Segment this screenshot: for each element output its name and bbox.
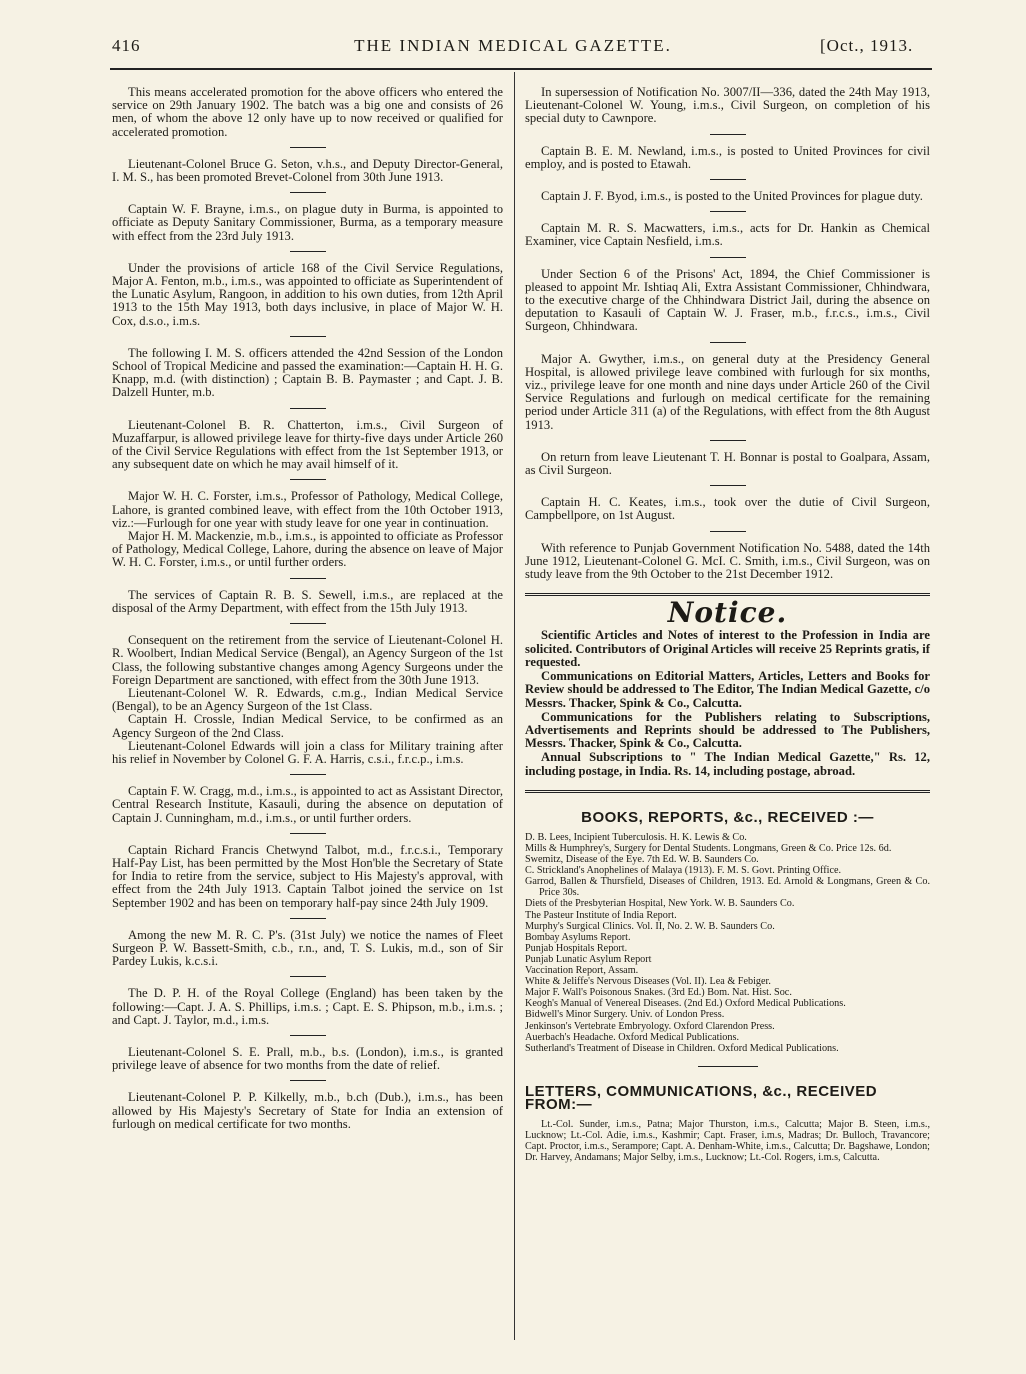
book-item: Swemitz, Disease of the Eye. 7th Ed. W. B. Saunders Co. [525, 854, 759, 866]
book-item: Murphy's Surgical Clinics. Vol. II, No. 2. W. B. Saunders Co. [525, 920, 775, 932]
paragraph: Major H. M. Mackenzie, m.b., i.m.s., is appointed to officiate as Professor of Pathology, Medical College, Lahore, during the absence on leave of Major W. H. C. Forster, i.m.s., or until further orders. [112, 529, 503, 570]
left-notice [112, 929, 503, 969]
right-column [525, 86, 930, 1164]
right-notice [525, 145, 930, 171]
books-list [525, 832, 930, 1054]
paragraph: Captain J. F. Byod, i.m.s., is posted to the United Provinces for plague duty. [541, 189, 923, 204]
paragraph-separator [290, 578, 326, 579]
right-notice [525, 353, 930, 432]
paragraph-separator [710, 134, 746, 135]
paragraph: This means accelerated promotion for the above officers who entered the service on 29th January 1902. The batch was a big one and consists of 26 men, of whom the above 12 only have up to now received or qualified for accelerated promotion. [112, 85, 503, 139]
paragraph: Captain M. R. S. Macwatters, i.m.s., acts for Dr. Hankin as Chemical Examiner, vice Captain Nesfield, i.m.s. [525, 221, 930, 249]
book-item: The Pasteur Institute of India Report. [525, 909, 677, 921]
notice-paragraph: Annual Subscriptions to " The Indian Medical Gazette," Rs. 12, including postage, in India. Rs. 14, including postage, abroad. [525, 750, 930, 778]
left-notice [112, 634, 503, 766]
paragraph-separator [290, 1035, 326, 1036]
book-item: Jenkinson's Vertebrate Embryology. Oxford Clarendon Press. [525, 1020, 775, 1032]
paragraph-separator [710, 211, 746, 212]
paragraph: Captain H. Crossle, Indian Medical Service, to be confirmed as an Agency Surgeon of the 2nd Class. [112, 712, 503, 740]
paragraph-separator [710, 531, 746, 532]
paragraph: The services of Captain R. B. S. Sewell, i.m.s., are replaced at the disposal of the Army Department, with effect from the 15th July 1913. [112, 587, 503, 615]
paragraph: Under the provisions of article 168 of the Civil Service Regulations, Major A. Fenton, m.b., i.m.s., was appointed to officiate as Superintendent of the Lunatic Asylum, Rangoon, in addition to his own duties, from 12th April 1913 to the 15th May 1913, both days inclusive, in place of Major W. H. Cox, d.s.o., i.m.s. [112, 260, 503, 328]
left-notice [112, 844, 503, 910]
paragraph: Major A. Gwyther, i.m.s., on general duty at the Presidency General Hospital, is allowed privilege leave combined with furlough for six months, viz., privilege leave for one month and nine days under Article 260 of the Civil Service Regulations and furlough on medical certificate for the remaining period under Article 311 (a) of the Regulations, with effect from the 8th August 1913. [525, 351, 930, 432]
right-notice [525, 268, 930, 334]
right-notice [525, 86, 930, 126]
notice-title: Notice. [667, 596, 788, 630]
right-notice [525, 542, 930, 582]
letters-title: LETTERS, COMMUNICATIONS, &c., RECEIVED FROM:— [525, 1082, 878, 1113]
book-item: Garrod, Ballen & Thursfield, Diseases of Children, 1913. Ed. Arnold & Longmans, Green & Co. Price 30s. [525, 876, 930, 899]
left-notice [112, 1091, 503, 1131]
header-rule [110, 68, 932, 70]
notice-paragraph: Scientific Articles and Notes of interest to the Profession in India are solicited. Contributors of Original Articles will receive 25 Reprints gratis, if requested. [525, 628, 930, 669]
paragraph: Under Section 6 of the Prisons' Act, 1894, the Chief Commissioner is pleased to appoint Mr. Ishtiaq Ali, Extra Assistant Commissioner, Chhindwara, to the executive charge of the Chhindwara District Jail, during the absence on deputation to Kasauli of Captain W. J. Fraser, m.b., f.r.c.s., i.m.s., Civil Surgeon, Chhindwara. [525, 266, 930, 334]
notice-paragraphs [525, 629, 930, 777]
paragraph: Lieutenant-Colonel Edwards will join a class for Military training after his relief in November by Colonel G. F. A. Harris, c.s.i., f.r.c.p., i.m.s. [112, 738, 503, 766]
book-item: Punjab Hospitals Report. [525, 942, 628, 954]
paragraph-separator [290, 147, 326, 148]
book-item: Punjab Lunatic Asylum Report [525, 953, 652, 965]
book-item: White & Jeliffe's Nervous Diseases (Vol. II). Lea & Febiger. [525, 976, 771, 988]
book-item: Bombay Asylums Report. [525, 931, 631, 943]
paragraph-separator [290, 336, 326, 337]
paragraph: Lieutenant-Colonel B. R. Chatterton, i.m.s., Civil Surgeon of Muzaffarpur, is allowed privilege leave for thirty-five days under Article 260 of the Civil Service Regulations with effect from the 1st September 1913, or any subsequent date on which he may avail himself of it. [112, 417, 503, 472]
page-number: 416 [112, 36, 141, 55]
notice-paragraph: Communications on Editorial Matters, Articles, Letters and Books for Review should be addressed to The Editor, The Indian Medical Gazette, c/o Messrs. Thacker, Spink & Co., Calcutta. [525, 669, 930, 710]
paragraph-separator [290, 774, 326, 775]
notice-section [525, 596, 930, 778]
book-item: Sutherland's Treatment of Disease in Children. Oxford Medical Publications. [525, 1042, 839, 1054]
paragraph: Major W. H. C. Forster, i.m.s., Professor of Pathology, Medical College, Lahore, is granted combined leave, with effect from the 10th October 1913, viz.:—Furlough for one year with study leave for one year in continuation. [112, 489, 503, 530]
left-notice [112, 589, 503, 615]
left-notice [112, 262, 503, 328]
paragraph-separator [710, 257, 746, 258]
left-notice [112, 987, 503, 1027]
book-item: Major F. Wall's Poisonous Snakes. (3rd Ed.) Bom. Nat. Hist. Soc. [525, 987, 792, 999]
letters-text: Lt.-Col. Sunder, i.m.s., Patna; Major Thurston, i.m.s., Calcutta; Major B. Steen, i.m.s., Lucknow; Lt.-Col. Adie, i.m.s., Kashmir; Capt. Fraser, i.m.s, Madras; Dr. Bulloch, Travancore; Capt. Proctor, i.m.s., Serampore; Capt. A. Denham-White, i.m.s., Calcutta; Dr. Bagshawe, London; Dr. Harvey, Andamans; Major Selby, i.m.s., Lucknow; Lt.-Col. Rogers, i.m.s, Calcutta. [525, 1119, 930, 1164]
left-notice [112, 203, 503, 243]
paragraph-separator [290, 1080, 326, 1081]
right-notice [525, 496, 930, 522]
left-notice [112, 347, 503, 400]
paragraph: Captain Richard Francis Chetwynd Talbot, m.d., f.r.c.s.i., Temporary Half-Pay List, has been permitted by the Most Hon'ble the Secretary of State for India to retire from the service, subject to His Majesty's approval, with effect from the 24th July 1913. Captain Talbot joined the service on 1st September 1902 and has been on temporary half-pay since 24th July 1909. [112, 842, 503, 910]
journal-title: THE INDIAN MEDICAL GAZETTE. [354, 36, 672, 55]
paragraph: Captain H. C. Keates, i.m.s., took over the dutie of Civil Surgeon, Campbellpore, on 1st August. [525, 495, 930, 523]
paragraph: With reference to Punjab Government Notification No. 5488, dated the 14th June 1912, Lieutenant-Colonel G. McI. C. Smith, i.m.s., Civil Surgeon, was on study leave from the 9th October to the 21st December 1912. [525, 540, 930, 582]
paragraph-separator [710, 440, 746, 441]
paragraph-separator [290, 479, 326, 480]
paragraph-separator [710, 485, 746, 486]
right-notices [525, 86, 930, 581]
book-item: Vaccination Report, Assam. [525, 965, 639, 977]
right-notice [525, 190, 930, 203]
paragraph-separator [290, 192, 326, 193]
column-divider [514, 72, 515, 1340]
left-notice [112, 785, 503, 825]
paragraph: Captain B. E. M. Newland, i.m.s., is posted to United Provinces for civil employ, and is posted to Etawah. [525, 143, 930, 171]
paragraph: Lieutenant-Colonel Bruce G. Seton, v.h.s., and Deputy Director-General, I. M. S., has been promoted Brevet-Colonel from 30th June 1913. [112, 156, 503, 185]
paragraph-separator [290, 408, 326, 409]
left-notice [112, 158, 503, 184]
paragraph: Captain W. F. Brayne, i.m.s., on plague duty in Burma, is appointed to officiate as Deputy Sanitary Commissioner, Burma, as a temporary measure with effect from the 23rd July 1913. [112, 202, 503, 243]
paragraph-separator [290, 251, 326, 252]
book-item: D. B. Lees, Incipient Tuberculosis. H. K. Lewis & Co. [525, 831, 747, 843]
left-notice [112, 490, 503, 569]
paragraph-separator [710, 342, 746, 343]
left-notice [112, 419, 503, 472]
paragraph: The D. P. H. of the Royal College (England) has been taken by the following:—Capt. J. A. S. Phillips, i.m.s. ; Capt. E. S. Phipson, m.b., i.m.s. ; and Capt. J. Taylor, m.d., i.m.s. [112, 986, 503, 1027]
paragraph: Captain F. W. Cragg, m.d., i.m.s., is appointed to act as Assistant Director, Central Research Institute, Kasauli, during the absence on deputation of Captain J. Cunningham, m.d., i.m.s., or until further orders. [112, 784, 503, 825]
letters-separator [698, 1066, 758, 1067]
paragraph: Consequent on the retirement from the service of Lieutenant-Colonel H. R. Woolbert, Indian Medical Service (Bengal), an Agency Surgeon of the 1st Class, the following substantive changes among Agency Surgeons under the Foreign Department are sanctioned, with effect from the 30th June 1913. [112, 633, 503, 687]
paragraph: Lieutenant-Colonel W. R. Edwards, c.m.g., Indian Medical Service (Bengal), to be an Agency Surgeon of the 1st Class. [112, 685, 503, 714]
books-title: BOOKS, REPORTS, &c., RECEIVED :— [581, 808, 874, 826]
right-notice [525, 451, 930, 477]
paragraph: Lieutenant-Colonel P. P. Kilkelly, m.b., b.ch (Dub.), i.m.s., has been allowed by His Majesty's Secretary of State for India an extension of furlough on medical certificate for two months. [112, 1090, 503, 1131]
paragraph: On return from leave Lieutenant T. H. Bonnar is postal to Goalpara, Assam, as Civil Surgeon. [525, 449, 930, 478]
left-notice [112, 86, 503, 139]
paragraph-separator [290, 833, 326, 834]
book-item: Diets of the Presbyterian Hospital, New York. W. B. Saunders Co. [525, 898, 795, 910]
book-item: Auerbach's Headache. Oxford Medical Publications. [525, 1031, 740, 1043]
right-notice [525, 222, 930, 248]
paragraph: Lieutenant-Colonel S. E. Prall, m.b., b.s. (London), i.m.s., is granted privilege leave of absence for two months from the date of relief. [112, 1044, 503, 1073]
book-item: C. Strickland's Anophelines of Malaya (1913). F. M. S. Govt. Printing Office. [525, 865, 842, 877]
paragraph-separator [710, 179, 746, 180]
books-top-rule [525, 790, 930, 793]
paragraph: The following I. M. S. officers attended the 42nd Session of the London School of Tropical Medicine and passed the examination:—Captain H. H. G. Knapp, m.d. (with distinction) ; Captain B. B. Paymaster ; and Capt. J. B. Dalzell Hunter, m.b. [112, 345, 503, 400]
book-item: Mills & Humphrey's, Surgery for Dental Students. Longmans, Green & Co. Price 12s. 6d. [525, 843, 892, 855]
book-item: Keogh's Manual of Venereal Diseases. (2nd Ed.) Oxford Medical Publications. [525, 998, 846, 1010]
left-column [112, 86, 503, 1131]
paragraph-separator [290, 623, 326, 624]
issue-date: [Oct., 1913. [820, 36, 914, 55]
paragraph-separator [290, 976, 326, 977]
paragraph-separator [290, 918, 326, 919]
notice-paragraph: Communications for the Publishers relating to Subscriptions, Advertisements and Reprints should be addressed to The Publishers, Messrs. Thacker, Spink & Co., Calcutta. [525, 709, 930, 751]
book-item: Bidwell's Minor Surgery. Univ. of London Press. [525, 1009, 725, 1021]
left-notice [112, 1046, 503, 1072]
running-header [0, 36, 1026, 60]
paragraph: In supersession of Notification No. 3007/II—336, dated the 24th May 1913, Lieutenant-Colonel W. Young, i.m.s., Civil Surgeon, on completion of his special duty to Cawnpore. [525, 85, 930, 126]
paragraph: Among the new M. R. C. P's. (31st July) we notice the names of Fleet Surgeon P. W. Bassett-Smith, c.b., r.n., and, T. S. Lukis, m.d., son of Sir Pardey Lukis, k.c.s.i. [112, 927, 503, 969]
